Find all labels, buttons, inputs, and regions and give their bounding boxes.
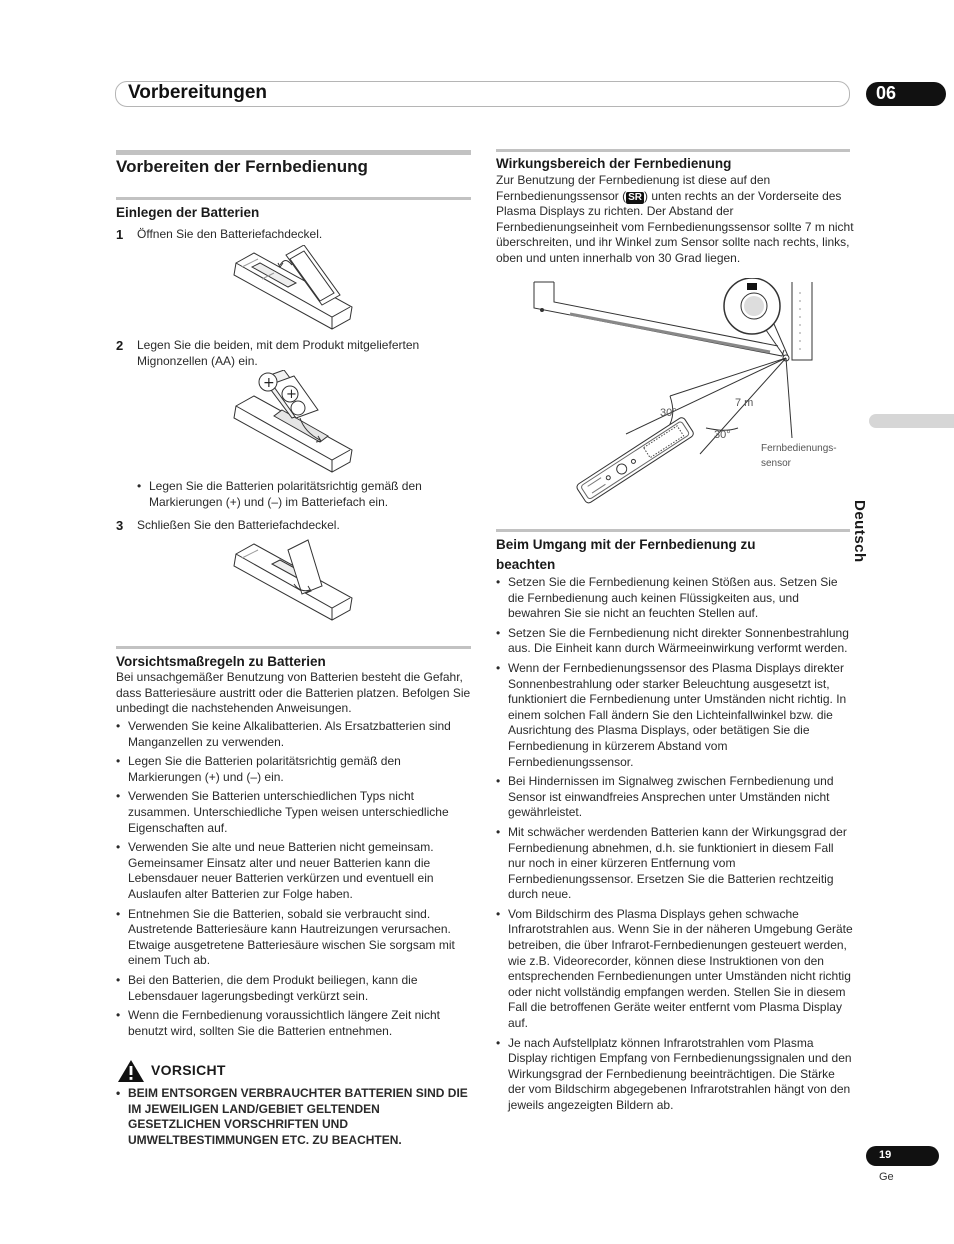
precautions-list bbox=[116, 719, 471, 1043]
warning-icon bbox=[117, 1059, 145, 1083]
caution-list bbox=[116, 1086, 474, 1152]
section-rule bbox=[116, 150, 471, 155]
list-item: • Wenn die Fernbedienung voraussichtlich längere Zeit nicht benutzt wird, sollten Sie die Batterien entnehmen. bbox=[116, 1008, 471, 1039]
step2-note bbox=[137, 479, 467, 514]
remote-range-diagram bbox=[530, 278, 850, 510]
list-item: • Mit schwächer werdenden Batterien kann der Wirkungsgrad der Fernbedienung abnehmen, d.h. sie funktioniert in diesem Fall nur noch in einer kürzeren Entfernung vom Fernbedienungssensor. Ersetzen Sie die Batterien rechtzeitig durch neue. bbox=[496, 825, 854, 903]
list-item: • Legen Sie die Batterien polaritätsrichtig gemäß den Markierungen (+) und (–) ein. bbox=[116, 754, 471, 785]
range-text: Zur Benutzung der Fernbedienung ist diese auf den Fernbedienungssensor ( SR ) unten rechts an der Vorderseite des Plasma Displays zu richten. Der Abstand der Fernbedienungseinheit vom Fernbedienungssensor sollte 7 m nicht überschreiten, und ihr Winkel zum Sensor sollte nach rechts, links, oben und unten innerhalb von 30 Grad liegen. bbox=[496, 173, 854, 265]
range-title: Wirkungsbereich der Fernbedienung bbox=[496, 156, 732, 171]
subsection-rule bbox=[116, 646, 471, 649]
remote-insert-batteries-illustration bbox=[232, 370, 357, 478]
subsection-rule bbox=[116, 197, 471, 200]
list-item: • Entnehmen Sie die Batterien, sobald sie verbraucht sind. Austretende Batteriesäure kann Hautreizungen verursachen. Etwaige ausgetretene Batteriesäure wischen Sie sorgsam mit einem Tuch ab. bbox=[116, 907, 471, 969]
language-label: Deutsch bbox=[851, 500, 868, 563]
language-tab bbox=[869, 414, 954, 428]
handling-title-line2: beachten bbox=[496, 557, 556, 572]
step-text: Legen Sie die beiden, mit dem Produkt mitgelieferten Mignonzellen (AA) ein. bbox=[137, 338, 420, 368]
svg-text:+: + bbox=[286, 387, 297, 402]
subsection-rule bbox=[496, 149, 850, 152]
sensor-label-line2: sensor bbox=[761, 458, 792, 469]
distance-label: 7 m bbox=[735, 397, 754, 409]
caution-label: VORSICHT bbox=[151, 1062, 226, 1078]
list-item: • Setzen Sie die Fernbedienung nicht direkter Sonnenbestrahlung aus. Die Einheit kann durch Wärmeeinwirkung verformt werden. bbox=[496, 626, 854, 657]
list-item: • Wenn der Fernbedienungssensor des Plasma Displays direkter Sonnenbestrahlung oder starker Beleuchtung ausgesetzt ist, funktioniert die Fernbedienung unter Umständen nicht richtig. In einem solchen Fall ändern Sie den Lichteinfallwinkel bzw. die Ausrichtung des Plasma Displays, oder betätigen Sie die Fernbedienung in kürzerem Abstand vom Fernbedienungssensor. bbox=[496, 661, 854, 770]
list-item: • Je nach Aufstellplatz können Infrarotstrahlen vom Plasma Display richtigen Empfang von Fernbedienungssignalen und den Wirkungsgrad der Fernbedienung beeinträchtigen. Die Stärke der vom Bildschirm abgegebenen Infrarotstrahlen hängt von den jeweils angezeigten Bildern ab. bbox=[496, 1036, 854, 1114]
step-number: 1 bbox=[116, 227, 124, 242]
step-text: Öffnen Sie den Batteriefachdeckel. bbox=[137, 227, 323, 241]
list-item: • BEIM ENTSORGEN VERBRAUCHTER BATTERIEN SIND DIE IM JEWEILIGEN LAND/GEBIET GELTENDEN GESETZLICHEN VORSCHRIFTEN UND UMWELTBESTIMMUNGEN ETC. ZU BEACHTEN. bbox=[116, 1086, 474, 1148]
page-number: 19 bbox=[879, 1149, 892, 1161]
page-badge bbox=[866, 1146, 939, 1166]
chapter-number: 06 bbox=[876, 83, 897, 103]
step-number: 2 bbox=[116, 338, 124, 353]
remote-open-cover-illustration bbox=[232, 245, 357, 335]
precautions-intro: Bei unsachgemäßer Benutzung von Batterien besteht die Gefahr, dass Batteriesäure austritt oder die Batterien platzen. Befolgen Sie unbedingt die nachstehenden Anweisungen. bbox=[116, 670, 471, 716]
list-item: • Bei den Batterien, die dem Produkt beiliegen, kann die Lebensdauer lagerungsbedingt verkürzt sein. bbox=[116, 973, 471, 1004]
step-text: Schließen Sie den Batteriefachdeckel. bbox=[137, 518, 340, 532]
list-item: • Bei Hindernissen im Signalweg zwischen Fernbedienung und Sensor ist einwandfreies Ansprechen unter Umständen nicht gewährleistet. bbox=[496, 774, 854, 821]
section-title: Vorbereiten der Fernbedienung bbox=[116, 157, 368, 176]
handling-title-line1: Beim Umgang mit der Fernbedienung zu bbox=[496, 537, 756, 552]
list-item: • Verwenden Sie alte und neue Batterien nicht gemeinsam. Gemeinsamer Einsatz alter und neuer Batterien kann die Lebensdauer neuer Batterien verkürzen und eventuell ein Auslaufen alter Batterien zur Folge haben. bbox=[116, 840, 471, 902]
chapter-title: Vorbereitungen bbox=[128, 82, 267, 103]
handling-list bbox=[496, 575, 854, 1118]
angle-label-left: 30° bbox=[660, 407, 677, 419]
sensor-label-line1: Fernbedienungs- bbox=[761, 443, 837, 454]
precautions-title: Vorsichtsmaßregeln zu Batterien bbox=[116, 654, 326, 669]
svg-text:+: + bbox=[263, 375, 275, 391]
list-item: • Setzen Sie die Fernbedienung keinen Stößen aus. Setzen Sie die Fernbedienung auch keinen Flüssigkeiten aus, und bewahren Sie sie nicht an feuchten Stellen auf. bbox=[496, 575, 854, 622]
angle-label-right: 30° bbox=[714, 429, 731, 441]
subsection-rule bbox=[496, 529, 850, 532]
list-item: • Legen Sie die Batterien polaritätsrichtig gemäß den Markierungen (+) und (–) im Batteriefach ein. bbox=[137, 479, 467, 510]
list-item: • Verwenden Sie Batterien unterschiedlichen Typs nicht zusammen. Unterschiedliche Typen weisen unterschiedliche Eigenschaften auf. bbox=[116, 789, 471, 836]
list-item: • Vom Bildschirm des Plasma Displays gehen schwache Infrarotstrahlen aus. Wenn Sie in der näheren Umgebung Geräte betreiben, die über Infrarot-Fernbedienungen gesteuert werden, wie z.B. Videorecorder, können diese Instruktionen von den entsprechenden Fernbedienungen unter Umständen nicht richtig oder nicht vollständig empfangen werden. Stellen Sie in diesem Fall die betroffenen Geräte weiter entfernt vom Plasma Display auf. bbox=[496, 907, 854, 1032]
batteries-title: Einlegen der Batterien bbox=[116, 205, 260, 220]
sensor-symbol-icon: SR bbox=[628, 191, 642, 203]
remote-close-cover-illustration bbox=[232, 536, 357, 626]
list-item: • Verwenden Sie keine Alkalibatterien. Als Ersatzbatterien sind Manganzellen zu verwenden. bbox=[116, 719, 471, 750]
step-number: 3 bbox=[116, 518, 124, 533]
page-language-code: Ge bbox=[879, 1171, 894, 1183]
